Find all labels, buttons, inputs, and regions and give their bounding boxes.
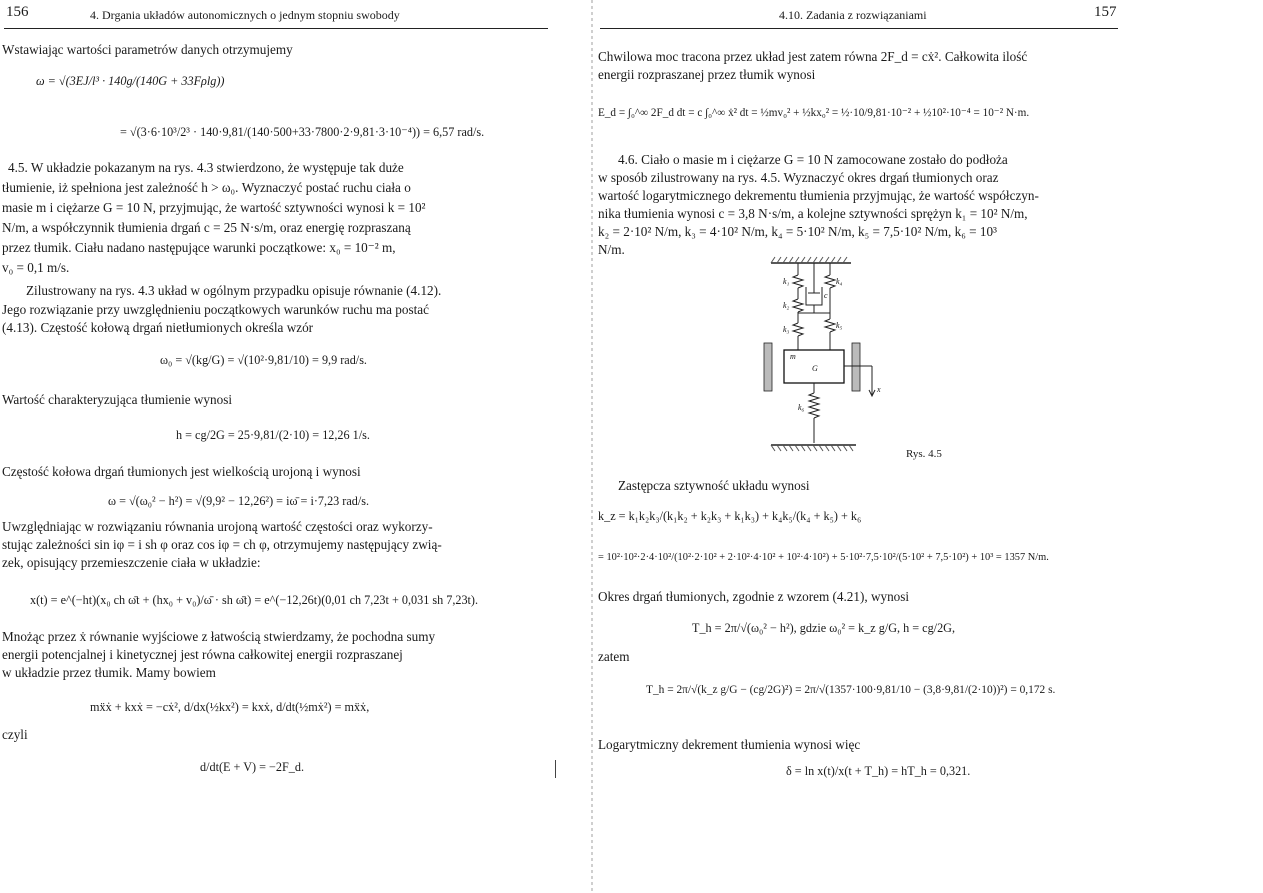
- page-edge-mark: [555, 760, 556, 778]
- text-line: Okres drgań tłumionych, zgodnie z wzorem (4.21), wynosi: [598, 589, 910, 604]
- text-line: nika tłumienia wynosi c = 3,8 N·s/m, a kolejne sztywności sprężyn k₁ = 10² N/m,: [598, 206, 1028, 221]
- label-c: c: [824, 291, 828, 300]
- left-head-rule: [4, 28, 548, 29]
- text-line: zatem: [598, 649, 630, 664]
- text-line: Jego rozwiązanie przy uwzględnieniu początkowych warunków ruchu ma postać: [2, 302, 429, 317]
- equation: = 10²·10²·2·4·10²/(10²·2·10² + 2·10²·4·10² + 10²·4·10²) + 5·10²·7,5·10²/(5·10² + 7,5·10²) + 10³ = 1357 N/m.: [598, 552, 1049, 563]
- equation: ω = √(ω₀² − h²) = √(9,9² − 12,26²) = iω̄ = i·7,23 rad/s.: [108, 494, 370, 508]
- text-line: stując zależności sin iφ = i sh φ oraz cos iφ = ch φ, otrzymujemy następujący zwią-: [2, 537, 442, 552]
- text-line: tłumienie, iż spełniona jest zależność h > ω₀. Wyznaczyć postać ruchu ciała o: [2, 180, 411, 195]
- ground-bottom-hatch: [771, 445, 856, 451]
- text-line: masie m i ciężarze G = 10 N, przyjmując, że wartość sztywności wynosi k = 10²: [2, 200, 426, 215]
- text-line: wartość logarytmicznego dekrementu tłumienia przyjmując, że wartość współczyn-: [598, 188, 1039, 203]
- left-page: [0, 0, 590, 893]
- text-line: Zastępcza sztywność układu wynosi: [618, 478, 810, 493]
- text-line: N/m, a współczynnik tłumienia drgań c = 25 N·s/m, oraz energię rozpraszaną: [2, 220, 411, 235]
- left-page-number: 156: [6, 4, 29, 20]
- text-line: N/m.: [598, 242, 625, 257]
- right-page: [596, 0, 1263, 893]
- equation: mẍẋ + kxẋ = −cẋ², d/dx(½kx²) = kxẋ, d/dt(½mẋ²) = mẍẋ,: [90, 700, 370, 714]
- text-line: energii rozpraszanej przez tłumik wynosi: [598, 67, 816, 82]
- figure-caption: Rys. 4.5: [906, 448, 942, 460]
- spring-column-left: [793, 263, 803, 350]
- text-line: v₀ = 0,1 m/s.: [2, 260, 70, 275]
- text-line: zek, opisujący przemieszczenie ciała w układzie:: [2, 555, 261, 570]
- equation: ω₀ = √(kg/G) = √(10²·9,81/10) = 9,9 rad/s.: [160, 353, 367, 367]
- text-line: w sposób zilustrowany na rys. 4.5. Wyznaczyć okres drgań tłumionych oraz: [598, 170, 999, 185]
- text-line: Chwilowa moc tracona przez układ jest zatem równa 2F_d = cẋ². Całkowita ilość: [598, 49, 1028, 64]
- label-k5: k₅: [836, 321, 843, 330]
- equation: k_z = k₁k₂k₃/(k₁k₂ + k₂k₃ + k₁k₃) + k₄k₅/(k₄ + k₅) + k₆: [598, 509, 862, 523]
- text-line: w układzie przez tłumik. Mamy bowiem: [2, 665, 216, 680]
- right-running-head: 4.10. Zadania z rozwiązaniami: [779, 8, 927, 22]
- spring-column-right: [825, 263, 835, 350]
- text-line: energii potencjalnej i kinetycznej jest równa całkowitej energii rozpraszanej: [2, 647, 403, 662]
- text-line: Zilustrowany na rys. 4.3 układ w ogólnym przypadku opisuje równanie (4.12).: [26, 283, 442, 298]
- text-line: Częstość kołowa drgań tłumionych jest wielkością urojoną i wynosi: [2, 464, 361, 479]
- text-line: Mnożąc przez ẋ równanie wyjściowe z łatwością stwierdzamy, że pochodna sumy: [2, 629, 436, 644]
- equation: h = cg/2G = 25·9,81/(2·10) = 12,26 1/s.: [176, 428, 370, 442]
- label-k1: k₁: [783, 277, 790, 286]
- right-head-rule: [600, 28, 1118, 29]
- book-spine: [591, 0, 593, 893]
- equation: x(t) = e^(−ht)(x₀ ch ω̄t + (hx₀ + v₀)/ω̄ · sh ω̄t) = e^(−12,26t)(0,01 ch 7,23t + 0,031 sh 7,23t).: [30, 593, 479, 607]
- text-line: Wstawiając wartości parametrów danych otrzymujemy: [2, 42, 293, 57]
- text-line: Uwzględniając w rozwiązaniu równania urojoną wartość częstości oraz wykorzy-: [2, 519, 433, 534]
- left-running-head: 4. Drgania układów autonomicznych o jednym stopniu swobody: [90, 8, 400, 22]
- text-line: Wartość charakteryzująca tłumienie wynosi: [2, 392, 232, 407]
- equation: = √(3·6·10³/2³ · 140·9,81/(140·500+33·7800·2·9,81·3·10⁻⁴)) = 6,57 rad/s.: [120, 125, 485, 139]
- equation: ω = √(3EJ/l³ · 140g/(140G + 33Fρlg)): [36, 74, 225, 88]
- damper: [798, 263, 830, 313]
- equation: E_d = ∫₀^∞ 2F_d dt = c ∫₀^∞ ẋ² dt = ½mv₀² + ½kx₀² = ½·10/9,81·10⁻² + ½10²·10⁻⁴ = 10⁻² N·m.: [598, 107, 1030, 119]
- ground-top-hatch: [771, 257, 851, 263]
- equation: T_h = 2π/√(k_z g/G − (cg/2G)²) = 2π/√(1357·100·9,81/10 − (3,8·9,81/(2·10))²) = 0,172 s.: [646, 684, 1056, 696]
- label-x: x: [877, 385, 881, 394]
- text-line: czyli: [2, 727, 28, 742]
- equation: d/dt(E + V) = −2F_d.: [200, 760, 305, 774]
- label-k3: k₃: [783, 325, 790, 334]
- label-k2: k₂: [783, 301, 790, 310]
- equation: T_h = 2π/√(ω₀² − h²), gdzie ω₀² = k_z g/G, h = cg/2G,: [692, 621, 956, 635]
- text-line: Logarytmiczny dekrement tłumienia wynosi więc: [598, 737, 861, 752]
- label-k4: k₄: [836, 277, 843, 286]
- text-line: 4.5. W układzie pokazanym na rys. 4.3 stwierdzono, że występuje tak duże: [8, 160, 404, 175]
- right-page-number: 157: [1094, 4, 1117, 20]
- figure-spring-system: [756, 255, 906, 465]
- label-m: m: [790, 352, 796, 361]
- spring-bottom: [809, 383, 819, 443]
- equation: δ = ln x(t)/x(t + T_h) = hT_h = 0,321.: [786, 764, 971, 778]
- text-line: k₂ = 2·10² N/m, k₃ = 4·10² N/m, k₄ = 5·10² N/m, k₅ = 7,5·10² N/m, k₆ = 10³: [598, 224, 997, 239]
- text-line: 4.6. Ciało o masie m i ciężarze G = 10 N zamocowane zostało do podłoża: [618, 152, 1008, 167]
- label-g: G: [812, 364, 818, 373]
- text-line: (4.13). Częstość kołową drgań nietłumionych określa wzór: [2, 320, 314, 335]
- text-line: przez tłumik. Ciału nadano następujące warunki początkowe: x₀ = 10⁻² m,: [2, 240, 396, 255]
- label-k6: k₆: [798, 403, 805, 412]
